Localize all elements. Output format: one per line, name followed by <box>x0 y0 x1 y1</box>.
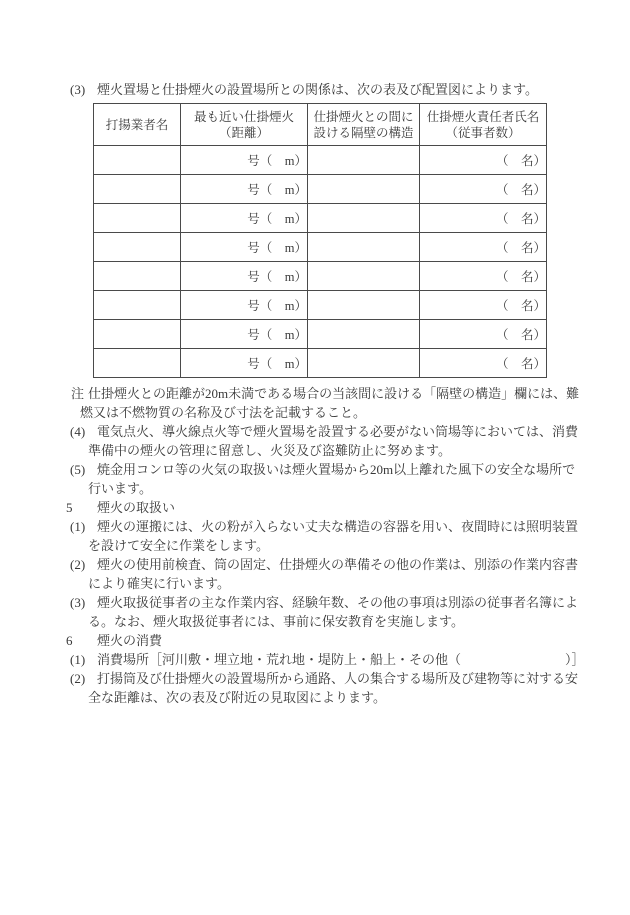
body-paragraphs <box>0 384 630 707</box>
fireworks-placement-table <box>93 103 547 378</box>
item-text: 打揚筒及び仕掛煙火の設置場所から通路、人の集合する場所及び建物等に対する安 <box>97 671 579 686</box>
cell-responsible-person: （ 名） <box>420 204 547 233</box>
cell-nearest-fireworks-distance: 号（ m） <box>181 146 308 175</box>
item-marker: (3) <box>70 82 86 97</box>
item-marker: 注 <box>71 386 85 401</box>
item-text: 消費場所［河川敷・埋立地・荒れ地・堤防上・船上・その他（ ）］ <box>97 652 585 667</box>
item-text-continuation: を設けて安全に作業をします。 <box>88 538 269 553</box>
item-text: 電気点火、導火線点火等で煙火置場を設置する必要がない筒場等においては、消費 <box>97 424 579 439</box>
item-text-continuation: る。なお、煙火取扱従事者には、事前に保安教育を実施します。 <box>88 614 464 629</box>
paragraph-line <box>0 422 630 441</box>
table-row <box>94 349 547 378</box>
item-text: 焼金用コンロ等の火気の取扱いは煙火置場から20m以上離れた風下の安全な場所で <box>97 462 576 477</box>
cell-partition-structure <box>308 262 420 291</box>
cell-company <box>94 146 181 175</box>
cell-nearest-fireworks-distance: 号（ m） <box>181 175 308 204</box>
cell-nearest-fireworks-distance: 号（ m） <box>181 233 308 262</box>
cell-responsible-person: （ 名） <box>420 262 547 291</box>
cell-company <box>94 175 181 204</box>
cell-partition-structure <box>308 146 420 175</box>
item-marker: (5) <box>70 462 86 477</box>
col-header-responsible-person <box>420 104 547 146</box>
item-marker: (2) <box>70 557 86 572</box>
cell-nearest-fireworks-distance: 号（ m） <box>181 349 308 378</box>
cell-responsible-person: （ 名） <box>420 146 547 175</box>
cell-partition-structure <box>308 349 420 378</box>
item-text: 煙火取扱従事者の主な作業内容、経験年数、その他の事項は別添の従事者名簿によ <box>97 595 579 610</box>
paragraph-line <box>0 593 630 612</box>
col-header-company <box>94 104 181 146</box>
paragraph-line <box>0 555 630 574</box>
paragraph-line <box>0 650 630 669</box>
cell-company <box>94 262 181 291</box>
intro-paragraph <box>70 80 538 99</box>
item-marker: 6 <box>66 633 73 648</box>
paragraph-line <box>0 517 630 536</box>
paragraph-line <box>0 460 630 479</box>
item-text-continuation: 燃又は不燃物質の名称及び寸法を記載すること。 <box>80 405 367 420</box>
cell-responsible-person: （ 名） <box>420 233 547 262</box>
table-row <box>94 146 547 175</box>
cell-responsible-person: （ 名） <box>420 291 547 320</box>
item-marker: (2) <box>70 671 86 686</box>
item-text: 仕掛煙火との距離が20m未満である場合の当該間に設ける「隔壁の構造」欄には、難 <box>88 386 580 401</box>
cell-partition-structure <box>308 233 420 262</box>
paragraph-line <box>0 498 630 517</box>
paragraph-line <box>0 384 630 403</box>
cell-company <box>94 320 181 349</box>
header-line: 仕掛煙火との間に <box>313 109 414 124</box>
item-marker: (1) <box>70 519 86 534</box>
item-text: 煙火の取扱い <box>97 500 176 515</box>
item-text-continuation: 準備中の煙火の管理に留意し、火災及び盗難防止に努めます。 <box>88 443 451 458</box>
cell-nearest-fireworks-distance: 号（ m） <box>181 262 308 291</box>
cell-nearest-fireworks-distance: 号（ m） <box>181 320 308 349</box>
paragraph-line <box>0 631 630 650</box>
col-header-partition-structure <box>308 104 420 146</box>
cell-responsible-person: （ 名） <box>420 320 547 349</box>
cell-company <box>94 233 181 262</box>
table-body <box>94 146 547 378</box>
paragraph-line <box>0 669 630 688</box>
header-line: （距離） <box>218 125 269 140</box>
intro-text: 煙火置場と仕掛煙火の設置場所との関係は、次の表及び配置図によります。 <box>97 82 538 97</box>
header-line: 仕掛煙火責任者氏名 <box>426 109 540 124</box>
cell-company <box>94 349 181 378</box>
item-text-continuation: 行います。 <box>88 481 152 496</box>
header-line: 設ける隔壁の構造 <box>313 125 414 140</box>
cell-responsible-person: （ 名） <box>420 175 547 204</box>
cell-partition-structure <box>308 175 420 204</box>
item-marker: (3) <box>70 595 86 610</box>
cell-company <box>94 291 181 320</box>
cell-nearest-fireworks-distance: 号（ m） <box>181 204 308 233</box>
table-row <box>94 175 547 204</box>
cell-partition-structure <box>308 204 420 233</box>
table-header-row <box>94 104 547 146</box>
table-row <box>94 233 547 262</box>
item-text: 煙火の消費 <box>97 633 163 648</box>
item-marker: 5 <box>66 500 73 515</box>
table-row <box>94 204 547 233</box>
table-row <box>94 291 547 320</box>
table-row <box>94 320 547 349</box>
item-text-continuation: 全な距離は、次の表及び附近の見取図によります。 <box>88 690 386 705</box>
cell-responsible-person: （ 名） <box>420 349 547 378</box>
item-marker: (4) <box>70 424 86 439</box>
table-row <box>94 262 547 291</box>
col-header-nearest-fireworks-distance <box>181 104 308 146</box>
cell-partition-structure <box>308 320 420 349</box>
item-text-continuation: により確実に行います。 <box>88 576 230 591</box>
header-line: （従事者数） <box>445 125 521 140</box>
cell-partition-structure <box>308 291 420 320</box>
header-line: 打揚業者名 <box>105 117 169 132</box>
item-text: 煙火の運搬には、火の粉が入らない丈夫な構造の容器を用い、夜間時には照明装置 <box>97 519 579 534</box>
cell-company <box>94 204 181 233</box>
header-line: 最も近い仕掛煙火 <box>193 109 294 124</box>
cell-nearest-fireworks-distance: 号（ m） <box>181 291 308 320</box>
item-marker: (1) <box>70 652 86 667</box>
item-text: 煙火の使用前検査、筒の固定、仕掛煙火の準備その他の作業は、別添の作業内容書 <box>97 557 579 572</box>
